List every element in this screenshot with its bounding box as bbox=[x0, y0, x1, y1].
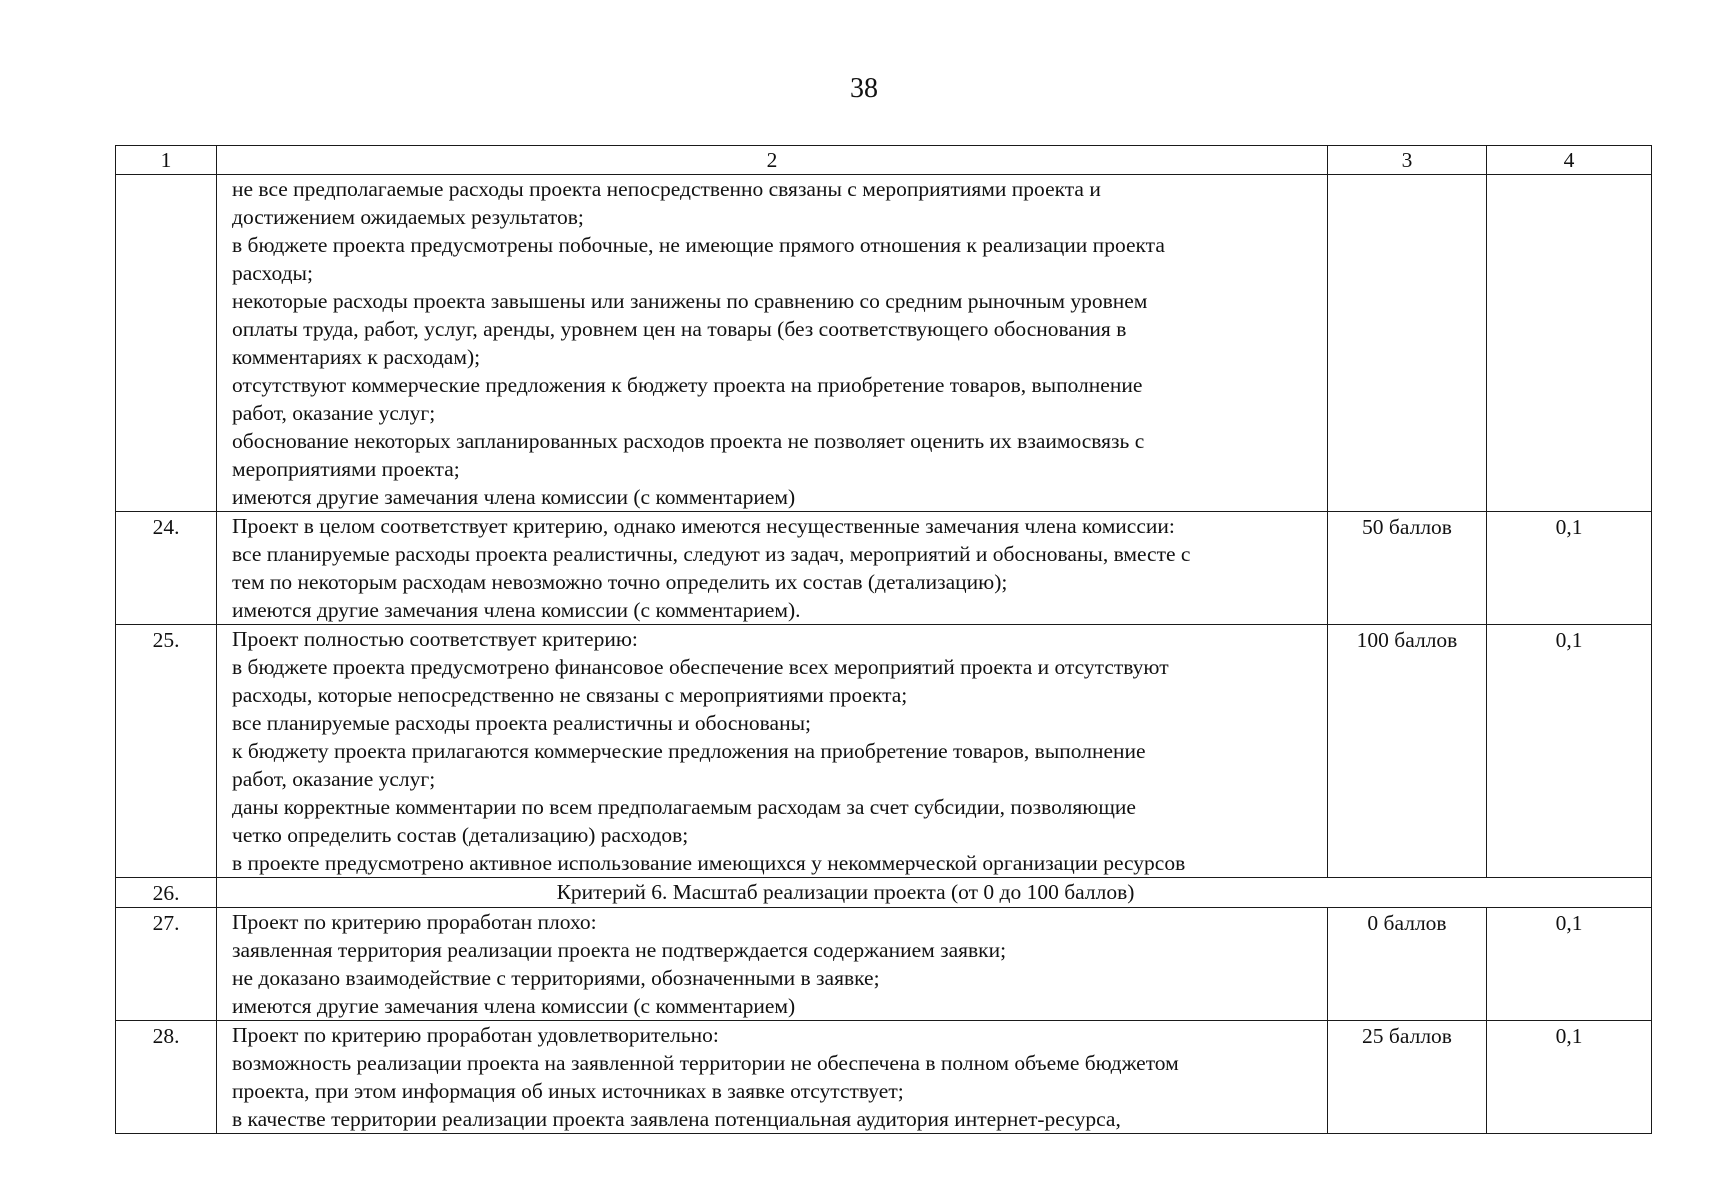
weight-cell: 0,1 bbox=[1487, 908, 1652, 1021]
text-line: работ, оказание услуг; bbox=[232, 767, 436, 791]
text-line: отсутствуют коммерческие предложения к бюджету проекта на приобретение товаров, выполнение bbox=[232, 373, 1143, 397]
text-line: имеются другие замечания члена комиссии (с комментарием) bbox=[232, 485, 796, 509]
table-row bbox=[116, 908, 1652, 1021]
text-line: мероприятиями проекта; bbox=[232, 457, 460, 481]
column-header-4: 4 bbox=[1487, 146, 1652, 175]
text-line: в проекте предусмотрено активное использование имеющихся у некоммерческой организации ресурсов bbox=[232, 851, 1186, 875]
text-line: работ, оказание услуг; bbox=[232, 401, 436, 425]
text-line: не все предполагаемые расходы проекта непосредственно связаны с мероприятиями проекта и bbox=[232, 177, 1101, 201]
text-line: не доказано взаимодействие с территориями, обозначенными в заявке; bbox=[232, 966, 880, 990]
text-line: некоторые расходы проекта завышены или занижены по сравнению со средним рыночным уровнем bbox=[232, 289, 1148, 313]
score-cell: 25 баллов bbox=[1328, 1021, 1487, 1134]
text-line: проекта, при этом информация об иных источниках в заявке отсутствует; bbox=[232, 1079, 904, 1103]
score-cell: 100 баллов bbox=[1328, 625, 1487, 878]
text-line: имеются другие замечания члена комиссии (с комментарием). bbox=[232, 598, 801, 622]
text-line: в бюджете проекта предусмотрены побочные, не имеющие прямого отношения к реализации проекта bbox=[232, 233, 1165, 257]
score-cell: 50 баллов bbox=[1328, 512, 1487, 625]
text-line: достижением ожидаемых результатов; bbox=[232, 205, 584, 229]
section-heading-row bbox=[116, 878, 1652, 908]
weight-cell: 0,1 bbox=[1487, 512, 1652, 625]
weight-cell: 0,1 bbox=[1487, 625, 1652, 878]
row-number: 27. bbox=[116, 908, 217, 1021]
text-line: обоснование некоторых запланированных расходов проекта не позволяет оценить их взаимосвязь с bbox=[232, 429, 1145, 453]
text-line: расходы; bbox=[232, 261, 313, 285]
row-number bbox=[116, 175, 217, 512]
text-line: Проект по критерию проработан плохо: bbox=[232, 910, 597, 934]
column-header-2: 2 bbox=[217, 146, 1328, 175]
section-heading-cell bbox=[217, 878, 1652, 908]
row-number: 28. bbox=[116, 1021, 217, 1134]
page-number: 38 bbox=[850, 73, 878, 104]
text-line: Проект по критерию проработан удовлетворительно: bbox=[232, 1023, 719, 1047]
criterion-text bbox=[217, 175, 1328, 512]
criterion-text bbox=[217, 1021, 1328, 1134]
criterion-text bbox=[217, 512, 1328, 625]
column-header-1: 1 bbox=[116, 146, 217, 175]
row-number: 26. bbox=[116, 878, 217, 908]
text-line: Проект полностью соответствует критерию: bbox=[232, 627, 638, 651]
criterion-text bbox=[217, 908, 1328, 1021]
text-line: оплаты труда, работ, услуг, аренды, уровнем цен на товары (без соответствующего обоснования в bbox=[232, 317, 1127, 341]
text-line: все планируемые расходы проекта реалистичны и обоснованы; bbox=[232, 711, 811, 735]
text-line: даны корректные комментарии по всем предполагаемым расходам за счет субсидии, позволяющие bbox=[232, 795, 1136, 819]
row-number: 24. bbox=[116, 512, 217, 625]
criteria-table bbox=[115, 145, 1652, 1134]
text-line: расходы, которые непосредственно не связаны с мероприятиями проекта; bbox=[232, 683, 908, 707]
weight-cell: 0,1 bbox=[1487, 1021, 1652, 1134]
row-number: 25. bbox=[116, 625, 217, 878]
text-line: заявленная территория реализации проекта не подтверждается содержанием заявки; bbox=[232, 938, 1007, 962]
table-row bbox=[116, 625, 1652, 878]
table-row bbox=[116, 175, 1652, 512]
text-line: в бюджете проекта предусмотрено финансовое обеспечение всех мероприятий проекта и отсутствуют bbox=[232, 655, 1169, 679]
text-line: четко определить состав (детализацию) расходов; bbox=[232, 823, 689, 847]
score-cell bbox=[1328, 175, 1487, 512]
text-line: Проект в целом соответствует критерию, однако имеются несущественные замечания члена комиссии: bbox=[232, 514, 1175, 538]
score-cell: 0 баллов bbox=[1328, 908, 1487, 1021]
text-line: в качестве территории реализации проекта заявлена потенциальная аудитория интернет-ресурса, bbox=[232, 1107, 1121, 1131]
section-heading: Критерий 6. Масштаб реализации проекта (от 0 до 100 баллов) bbox=[556, 880, 1135, 904]
table-row bbox=[116, 512, 1652, 625]
table-row bbox=[116, 1021, 1652, 1134]
text-line: имеются другие замечания члена комиссии (с комментарием) bbox=[232, 994, 796, 1018]
column-header-3: 3 bbox=[1328, 146, 1487, 175]
text-line: тем по некоторым расходам невозможно точно определить их состав (детализацию); bbox=[232, 570, 1008, 594]
criterion-text bbox=[217, 625, 1328, 878]
text-line: все планируемые расходы проекта реалистичны, следуют из задач, мероприятий и обоснованы, вместе с bbox=[232, 542, 1191, 566]
text-line: возможность реализации проекта на заявленной территории не обеспечена в полном объеме бюджетом bbox=[232, 1051, 1179, 1075]
weight-cell bbox=[1487, 175, 1652, 512]
text-line: комментариях к расходам); bbox=[232, 345, 481, 369]
table-header-row bbox=[116, 146, 1652, 175]
text-line: к бюджету проекта прилагаются коммерческие предложения на приобретение товаров, выполнение bbox=[232, 739, 1146, 763]
